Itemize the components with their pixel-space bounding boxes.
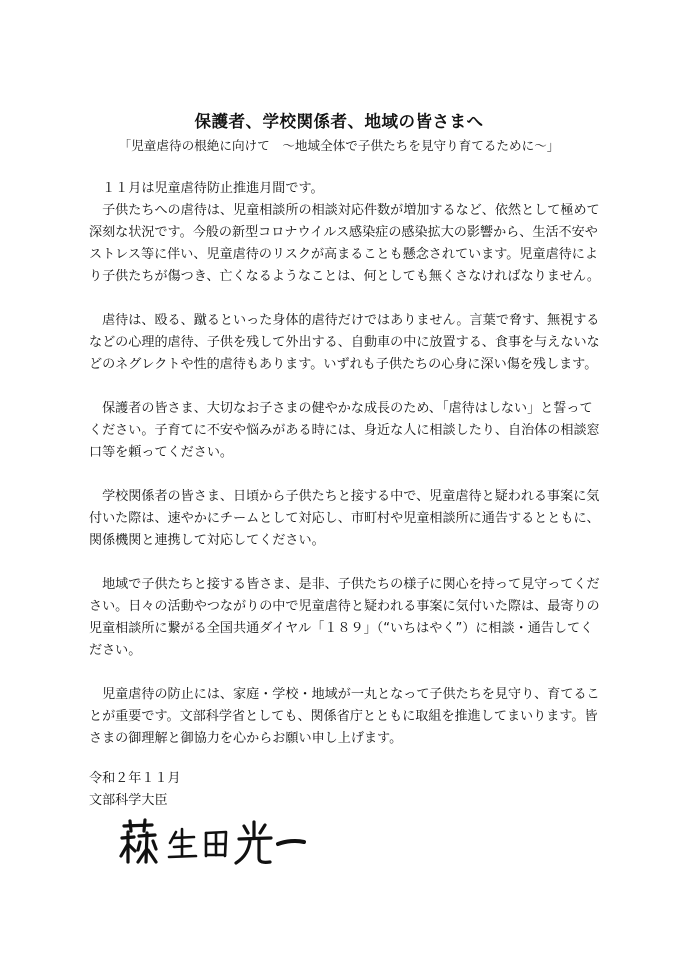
paragraph-2: 子供たちへの虐待は、児童相談所の相談対応件数が増加するなど、依然として極めて深刻な状況です。今般の新型コロナウイルス感染症の感染拡大の影響から、生活不安やストレス等に伴い、児童虐待のリスクが高まることも懸念されています。児童虐待により子供たちが傷つき、亡くなるようなことは、何としても無くさなければなりません。 xyxy=(89,203,600,284)
letter-subtitle: 「児童虐待の根絶に向けて ～地域全体で子供たちを見守り育てるために～」 xyxy=(118,138,560,153)
paragraph-3: 虐待は、殴る、蹴るといった身体的虐待だけではありません。言葉で脅す、無視するなどの心理的虐待、子供を残して外出する、自動車の中に放置する、食事を与えないなどのネグレクトや性的虐待もあります。いずれも子供たちの心身に深い傷を残します。 xyxy=(89,313,600,372)
paragraph-5: 学校関係者の皆さま、日頃から子供たちと接する中で、児童虐待と疑われる事案に気付いた際は、速やかにチームとして対応し、市町村や児童相談所に通告するとともに、関係機関と連携して対応してください。 xyxy=(89,489,600,548)
letter-date: 令和２年１１月 xyxy=(89,771,181,786)
signature-glyph-3 xyxy=(206,832,226,856)
signature-glyph-5 xyxy=(278,841,304,844)
signature-glyph-4 xyxy=(236,822,271,863)
letter-body xyxy=(89,178,601,750)
paragraph-6: 地域で子供たちと接する皆さま、是非、子供たちの様子に関心を持って見守ってください。日々の活動やつながりの中で児童虐待と疑われる事案に気付いた際は、最寄りの児童相談所に繋がる全国共通ダイヤル「１８９」（“いちはやく”）に相談・通告してください。 xyxy=(89,577,600,658)
signature-glyph-1 xyxy=(121,820,156,862)
signature-glyph-2 xyxy=(169,829,196,857)
paragraph-4: 保護者の皆さま、大切なお子さまの健やかな成長のため、「虐待はしない」と誓ってください。子育てに不安や悩みがある時には、身近な人に相談したり、自治体の相談窓口等を頼ってください。 xyxy=(89,401,600,460)
paragraph-7: 児童虐待の防止には、家庭・学校・地域が一丸となって子供たちを見守り、育てることが重要です。文部科学省としても、関係省庁とともに取組を推進してまいります。皆さまの御理解と御協力を心からお願い申し上げます。 xyxy=(89,687,600,746)
handwritten-signature xyxy=(118,818,308,866)
letter-title: 保護者、学校関係者、地域の皆さまへ xyxy=(194,112,484,131)
sender-title: 文部科学大臣 xyxy=(89,793,168,808)
letter-closing xyxy=(89,768,181,812)
paragraph-1: １１月は児童虐待防止推進月間です。 xyxy=(89,181,324,196)
